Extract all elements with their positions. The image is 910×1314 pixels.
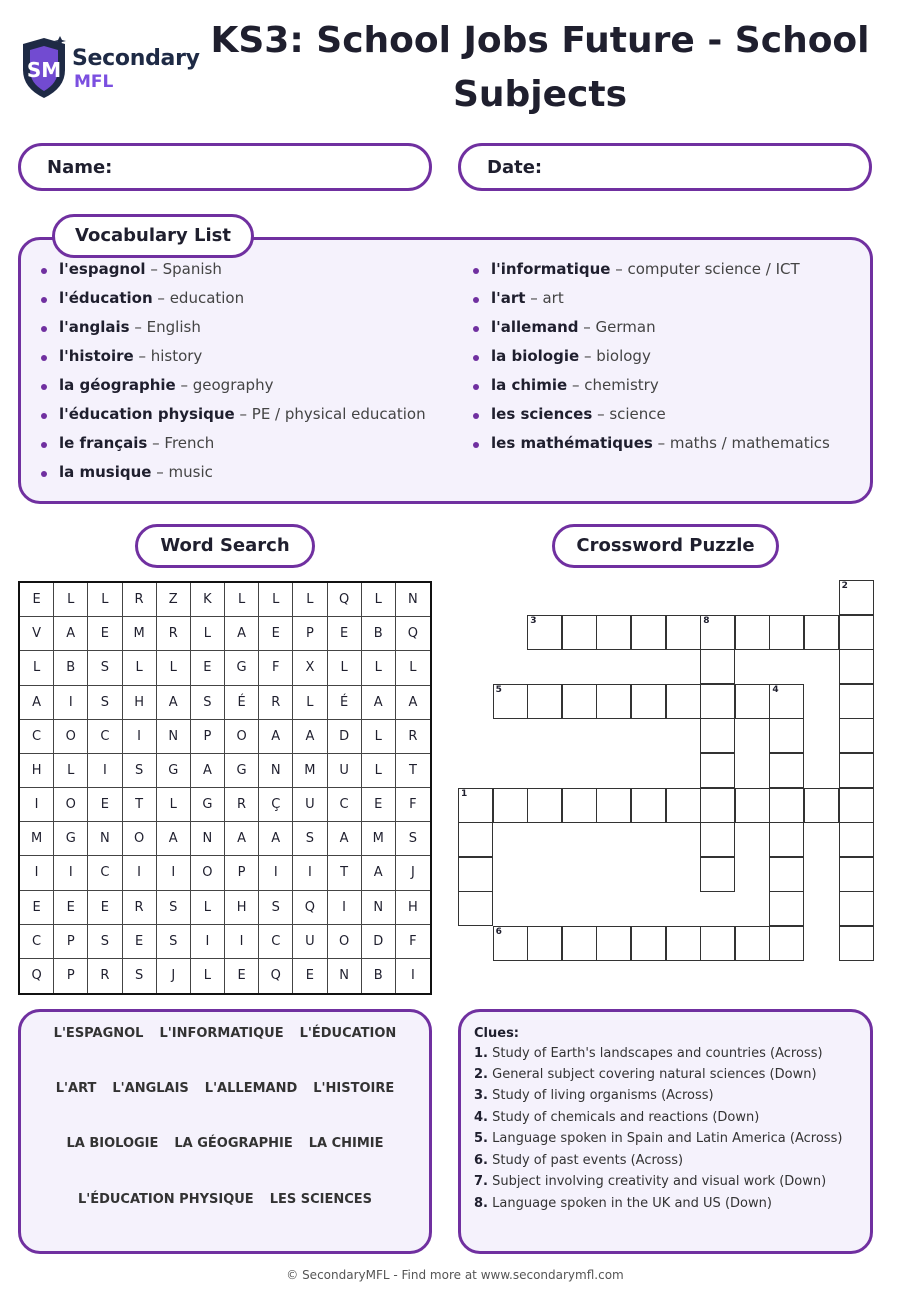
word-row	[21, 1081, 429, 1096]
word-item: LA BIOLOGIE	[66, 1136, 159, 1151]
wordsearch-cell[interactable]: F	[396, 925, 430, 959]
crossword-cell[interactable]	[804, 788, 839, 823]
wordsearch-cell[interactable]: C	[88, 856, 122, 890]
word-row	[21, 1026, 429, 1041]
wordsearch-cell[interactable]: C	[328, 788, 362, 822]
crossword-cell[interactable]	[562, 788, 597, 823]
wordsearch-cell[interactable]: N	[396, 583, 430, 617]
wordsearch-cell[interactable]: I	[54, 686, 88, 720]
vocab-item: l'espagnol – Spanish	[39, 260, 426, 289]
wordsearch-cell[interactable]: Z	[157, 583, 191, 617]
wordsearch-cell[interactable]: L	[293, 583, 327, 617]
crossword-clue-number: 5	[495, 684, 502, 695]
wordsearch-cell[interactable]: I	[157, 856, 191, 890]
wordsearch-cell[interactable]: Q	[259, 959, 293, 993]
wordsearch-cell[interactable]: S	[88, 651, 122, 685]
crossword-heading: Crossword Puzzle	[552, 524, 779, 568]
wordsearch-cell[interactable]: E	[54, 891, 88, 925]
crossword-cell[interactable]	[769, 891, 804, 926]
crossword-cell[interactable]	[735, 788, 770, 823]
wordsearch-cell[interactable]: C	[20, 925, 54, 959]
crossword-cell[interactable]	[562, 684, 597, 719]
wordsearch-cell[interactable]: L	[88, 583, 122, 617]
wordsearch-cell[interactable]: T	[396, 754, 430, 788]
wordsearch-cell[interactable]: M	[293, 754, 327, 788]
wordsearch-cell[interactable]: A	[328, 822, 362, 856]
wordsearch-cell[interactable]: H	[396, 891, 430, 925]
vocab-item: l'histoire – history	[39, 347, 426, 376]
crossword-cell[interactable]	[735, 926, 770, 961]
wordsearch-cell[interactable]: E	[328, 617, 362, 651]
wordsearch-cell[interactable]: L	[20, 651, 54, 685]
crossword-clue-number: 1	[461, 788, 468, 799]
crossword-cell[interactable]	[769, 718, 804, 753]
wordsearch-cell[interactable]: A	[191, 754, 225, 788]
wordsearch-cell[interactable]: O	[123, 822, 157, 856]
vocab-item: le français – French	[39, 434, 426, 463]
wordsearch-cell[interactable]: Q	[396, 617, 430, 651]
wordsearch-cell[interactable]: E	[293, 959, 327, 993]
crossword-clue-number: 6	[495, 927, 502, 937]
logo	[20, 36, 210, 100]
wordsearch-cell[interactable]: I	[20, 856, 54, 890]
wordsearch-cell[interactable]: P	[54, 959, 88, 993]
wordsearch-cell[interactable]: M	[362, 822, 396, 856]
wordsearch-cell[interactable]: T	[123, 788, 157, 822]
wordsearch-cell[interactable]: A	[293, 720, 327, 754]
wordsearch-cell[interactable]: S	[157, 925, 191, 959]
crossword-cell[interactable]	[700, 615, 735, 650]
wordsearch-cell[interactable]: L	[396, 651, 430, 685]
word-item: L'ALLEMAND	[204, 1081, 298, 1096]
wordsearch-cell[interactable]: L	[225, 583, 259, 617]
wordsearch-cell[interactable]: G	[157, 754, 191, 788]
logo-mark: SM	[26, 58, 62, 82]
wordsearch-cell[interactable]: I	[123, 720, 157, 754]
wordsearch-cell[interactable]: G	[191, 788, 225, 822]
wordsearch-cell[interactable]: L	[191, 959, 225, 993]
vocab-item: la chimie – chemistry	[471, 376, 830, 405]
word-item: LA CHIMIE	[308, 1136, 384, 1151]
wordsearch-cell[interactable]: K	[191, 583, 225, 617]
word-item: L'ART	[55, 1081, 97, 1096]
wordsearch-cell[interactable]: P	[191, 720, 225, 754]
wordsearch-cell[interactable]: T	[328, 856, 362, 890]
crossword-cell[interactable]	[527, 615, 562, 650]
wordsearch-cell[interactable]: D	[328, 720, 362, 754]
wordsearch-cell[interactable]: H	[225, 891, 259, 925]
crossword-cell[interactable]	[666, 926, 701, 961]
crossword-cell[interactable]	[700, 718, 735, 753]
wordsearch-cell[interactable]: A	[362, 686, 396, 720]
wordsearch-cell[interactable]: L	[362, 720, 396, 754]
word-item: L'ÉDUCATION	[299, 1026, 397, 1041]
wordsearch-cell[interactable]: Q	[20, 959, 54, 993]
wordsearch-cell[interactable]: A	[157, 822, 191, 856]
crossword-cell[interactable]	[596, 788, 631, 823]
clues-panel	[458, 1009, 873, 1254]
wordsearch-cell[interactable]: E	[20, 891, 54, 925]
crossword-cell[interactable]	[839, 822, 874, 857]
crossword-cell[interactable]	[769, 684, 804, 719]
crossword-cell[interactable]	[839, 926, 874, 961]
logo-word-secondary: Secondary	[72, 46, 200, 71]
crossword-cell[interactable]	[769, 788, 804, 823]
crossword-cell[interactable]	[631, 684, 666, 719]
wordsearch-cell[interactable]: S	[259, 891, 293, 925]
wordsearch-cell[interactable]: R	[123, 891, 157, 925]
crossword-cell[interactable]	[493, 926, 528, 961]
vocab-item: la géographie – geography	[39, 376, 426, 405]
wordsearch-cell[interactable]: L	[191, 617, 225, 651]
wordsearch-cell[interactable]: I	[410, 968, 415, 984]
wordsearch-cell[interactable]: S	[191, 686, 225, 720]
wordsearch-cell[interactable]: J	[157, 959, 191, 993]
date-field[interactable]	[458, 143, 872, 191]
crossword-cell[interactable]	[493, 684, 528, 719]
wordsearch-cell[interactable]: M	[20, 822, 54, 856]
vocab-item: l'anglais – English	[39, 318, 426, 347]
wordsearch-cell[interactable]: O	[328, 925, 362, 959]
wordsearch-cell[interactable]: B	[362, 617, 396, 651]
crossword-cell[interactable]	[839, 788, 874, 823]
word-item: L'HISTOIRE	[313, 1081, 395, 1096]
word-item: L'ANGLAIS	[112, 1081, 189, 1096]
wordsearch-cell[interactable]: R	[259, 686, 293, 720]
wordsearch-cell[interactable]: I	[328, 891, 362, 925]
logo-word-mfl: MFL	[74, 72, 114, 92]
wordsearch-cell[interactable]: L	[259, 583, 293, 617]
vocab-panel	[18, 237, 873, 504]
wordsearch-heading: Word Search	[135, 524, 315, 568]
crossword-cell[interactable]	[666, 684, 701, 719]
vocab-item: l'éducation physique – PE / physical education	[39, 405, 426, 434]
wordsearch-cell[interactable]: O	[225, 720, 259, 754]
wordsearch-cell[interactable]: L	[191, 891, 225, 925]
wordsearch-cell[interactable]: E	[191, 651, 225, 685]
wordsearch-cell[interactable]: O	[54, 788, 88, 822]
wordsearch-cell[interactable]: I	[191, 925, 225, 959]
wordsearch-cell[interactable]: A	[157, 686, 191, 720]
wordsearch-cell[interactable]: L	[123, 651, 157, 685]
page-title: KS3: School Jobs Future - School Subjects	[210, 20, 870, 115]
vocab-item: les mathématiques – maths / mathematics	[471, 434, 830, 463]
wordsearch-cell[interactable]: I	[20, 788, 54, 822]
crossword-cell[interactable]	[527, 684, 562, 719]
word-item: L'ESPAGNOL	[53, 1026, 144, 1041]
wordsearch-cell[interactable]: E	[123, 925, 157, 959]
clue-item: 3. Study of living organisms (Across)	[474, 1088, 714, 1103]
crossword-cell[interactable]	[700, 684, 735, 719]
wordsearch-cell[interactable]: H	[20, 754, 54, 788]
wordsearch-cell[interactable]: E	[259, 617, 293, 651]
crossword-cell[interactable]	[631, 926, 666, 961]
wordsearch-cell[interactable]: Q	[328, 583, 362, 617]
wordsearch-cell[interactable]: I	[54, 856, 88, 890]
crossword-cell[interactable]	[700, 926, 735, 961]
wordsearch-cell[interactable]: P	[54, 925, 88, 959]
crossword-clue-number: 8	[703, 615, 710, 626]
wordsearch-cell[interactable]: N	[88, 822, 122, 856]
wordsearch-cell[interactable]: O	[54, 720, 88, 754]
wordsearch-cell[interactable]: G	[225, 651, 259, 685]
wordsearch-cell[interactable]: A	[225, 822, 259, 856]
wordsearch-word-list	[18, 1009, 432, 1254]
crossword-cell[interactable]	[700, 857, 735, 892]
wordsearch-cell[interactable]: E	[88, 617, 122, 651]
wordsearch-cell[interactable]: N	[157, 720, 191, 754]
wordsearch-cell[interactable]: C	[88, 720, 122, 754]
wordsearch-cell[interactable]: N	[362, 891, 396, 925]
crossword-cell[interactable]	[839, 718, 874, 753]
vocab-item: les sciences – science	[471, 405, 830, 434]
wordsearch-cell[interactable]: S	[293, 822, 327, 856]
crossword-cell[interactable]	[666, 615, 701, 650]
wordsearch-cell[interactable]: F	[259, 651, 293, 685]
wordsearch-cell[interactable]: L	[157, 788, 191, 822]
crossword-cell[interactable]	[700, 753, 735, 788]
name-label: Name:	[47, 157, 113, 178]
crossword-cell[interactable]	[493, 788, 528, 823]
wordsearch-cell[interactable]: L	[362, 754, 396, 788]
wordsearch-cell[interactable]: S	[88, 686, 122, 720]
wordsearch-cell[interactable]: É	[328, 686, 362, 720]
wordsearch-cell[interactable]: F	[396, 788, 430, 822]
crossword-clue-number: 2	[841, 581, 848, 591]
crossword-cell[interactable]	[735, 684, 770, 719]
wordsearch-cell[interactable]: I	[123, 856, 157, 890]
crossword-cell[interactable]	[596, 684, 631, 719]
vocab-item: la musique – music	[39, 463, 426, 492]
crossword-cell[interactable]	[735, 615, 770, 650]
crossword-cell[interactable]	[458, 788, 493, 823]
wordsearch-cell[interactable]: I	[259, 856, 293, 890]
crossword-cell[interactable]	[839, 753, 874, 788]
crossword-cell[interactable]	[458, 857, 493, 892]
date-label: Date:	[487, 157, 543, 178]
clue-item: 2. General subject covering natural sciences (Down)	[474, 1067, 817, 1082]
wordsearch-cell[interactable]: S	[123, 959, 157, 993]
wordsearch-cell[interactable]: A	[20, 686, 54, 720]
vocab-item: l'art – art	[471, 289, 830, 318]
wordsearch-cell[interactable]: L	[362, 583, 396, 617]
word-row	[21, 1192, 429, 1207]
crossword-cell[interactable]	[839, 891, 874, 926]
crossword-cell[interactable]	[596, 615, 631, 650]
wordsearch-cell[interactable]: N	[259, 754, 293, 788]
wordsearch-cell[interactable]: J	[396, 856, 430, 890]
vocab-item: la biologie – biology	[471, 347, 830, 376]
wordsearch-cell[interactable]: R	[396, 720, 430, 754]
wordsearch-cell[interactable]: C	[20, 720, 54, 754]
vocab-list-right	[471, 260, 830, 463]
clue-item: 8. Language spoken in the UK and US (Down)	[474, 1196, 772, 1211]
crossword-cell[interactable]	[839, 649, 874, 684]
wordsearch-cell[interactable]: B	[54, 651, 88, 685]
wordsearch-cell[interactable]: E	[225, 959, 259, 993]
wordsearch-cell[interactable]: V	[20, 617, 54, 651]
word-item: L'ÉDUCATION PHYSIQUE	[77, 1192, 254, 1207]
wordsearch-cell[interactable]: R	[225, 788, 259, 822]
crossword-cell[interactable]	[458, 891, 493, 926]
wordsearch-cell[interactable]: E	[362, 788, 396, 822]
crossword-cell[interactable]	[769, 615, 804, 650]
wordsearch-cell[interactable]: H	[123, 686, 157, 720]
wordsearch-cell[interactable]: R	[157, 617, 191, 651]
clues-title: Clues:	[474, 1026, 520, 1041]
crossword-cell[interactable]	[527, 926, 562, 961]
crossword-cell[interactable]	[631, 615, 666, 650]
vocab-item: l'éducation – education	[39, 289, 426, 318]
clue-item: 1. Study of Earth's landscapes and countries (Across)	[474, 1046, 823, 1061]
word-item: LA GÉOGRAPHIE	[174, 1136, 293, 1151]
wordsearch-cell[interactable]: P	[293, 617, 327, 651]
wordsearch-cell[interactable]: Q	[293, 891, 327, 925]
vocab-heading: Vocabulary List	[52, 214, 254, 258]
crossword-cell[interactable]	[527, 788, 562, 823]
word-item: LES SCIENCES	[269, 1192, 373, 1207]
wordsearch-cell[interactable]: S	[88, 925, 122, 959]
wordsearch-cell[interactable]: I	[88, 754, 122, 788]
wordsearch-cell[interactable]: E	[20, 583, 54, 617]
wordsearch-cell[interactable]: S	[396, 822, 430, 856]
wordsearch-cell[interactable]: L	[293, 686, 327, 720]
wordsearch-cell[interactable]: A	[54, 617, 88, 651]
wordsearch-cell[interactable]: U	[293, 788, 327, 822]
wordsearch-cell[interactable]: P	[225, 856, 259, 890]
vocab-list-left	[39, 260, 426, 492]
wordsearch-cell[interactable]: X	[293, 651, 327, 685]
crossword-cell[interactable]	[700, 788, 735, 823]
wordsearch-cell[interactable]: R	[88, 959, 122, 993]
wordsearch-cell[interactable]: U	[328, 754, 362, 788]
word-row	[21, 1136, 429, 1151]
crossword-cell[interactable]	[839, 857, 874, 892]
wordsearch-cell[interactable]: G	[225, 754, 259, 788]
name-field[interactable]	[18, 143, 432, 191]
wordsearch-cell[interactable]: R	[123, 583, 157, 617]
wordsearch-cell[interactable]: I	[293, 856, 327, 890]
crossword-cell[interactable]	[839, 580, 874, 615]
crossword-cell[interactable]	[769, 753, 804, 788]
crossword-cell[interactable]	[839, 615, 874, 650]
crossword-cell[interactable]	[458, 822, 493, 857]
footer: © SecondaryMFL - Find more at www.secondarymfl.com	[286, 1268, 624, 1282]
crossword-cell[interactable]	[769, 926, 804, 961]
wordsearch-cell[interactable]: G	[54, 822, 88, 856]
wordsearch-cell[interactable]: O	[191, 856, 225, 890]
wordsearch-cell[interactable]: D	[362, 925, 396, 959]
crossword-clue-number: 4	[772, 684, 779, 695]
wordsearch-cell[interactable]: A	[362, 856, 396, 890]
wordsearch-cell[interactable]: L	[54, 754, 88, 788]
crossword-grid	[458, 580, 878, 964]
clue-item: 4. Study of chemicals and reactions (Down)	[474, 1110, 760, 1125]
crossword-clue-number: 3	[530, 615, 537, 626]
wordsearch-cell[interactable]: A	[259, 822, 293, 856]
logo-shield-icon	[20, 36, 70, 100]
clue-item: 5. Language spoken in Spain and Latin America (Across)	[474, 1131, 843, 1146]
crossword-cell[interactable]	[700, 649, 735, 684]
crossword-cell[interactable]	[700, 822, 735, 857]
wordsearch-cell[interactable]: Ç	[259, 788, 293, 822]
wordsearch-grid	[18, 581, 432, 995]
wordsearch-cell[interactable]: É	[225, 686, 259, 720]
wordsearch-cell[interactable]: I	[225, 925, 259, 959]
crossword-cell[interactable]	[839, 684, 874, 719]
wordsearch-cell[interactable]: A	[259, 720, 293, 754]
wordsearch-cell[interactable]: S	[157, 891, 191, 925]
wordsearch-cell[interactable]: N	[191, 822, 225, 856]
vocab-item: l'informatique – computer science / ICT	[471, 260, 830, 289]
wordsearch-cell[interactable]: N	[328, 959, 362, 993]
word-item: L'INFORMATIQUE	[159, 1026, 284, 1041]
wordsearch-cell[interactable]: M	[123, 617, 157, 651]
crossword-cell[interactable]	[596, 926, 631, 961]
wordsearch-cell[interactable]: U	[293, 925, 327, 959]
vocab-item: l'allemand – German	[471, 318, 830, 347]
wordsearch-cell[interactable]: S	[123, 754, 157, 788]
crossword-cell[interactable]	[666, 788, 701, 823]
wordsearch-cell[interactable]: E	[88, 788, 122, 822]
crossword-cell[interactable]	[804, 615, 839, 650]
crossword-cell[interactable]	[562, 926, 597, 961]
wordsearch-cell[interactable]: A	[225, 617, 259, 651]
crossword-cell[interactable]	[562, 615, 597, 650]
wordsearch-cell[interactable]: C	[259, 925, 293, 959]
wordsearch-cell[interactable]: E	[88, 891, 122, 925]
clue-item: 6. Study of past events (Across)	[474, 1153, 684, 1168]
wordsearch-cell[interactable]: L	[328, 651, 362, 685]
crossword-cell[interactable]	[631, 788, 666, 823]
wordsearch-cell[interactable]: L	[362, 651, 396, 685]
clue-item: 7. Subject involving creativity and visual work (Down)	[474, 1174, 827, 1189]
crossword-cell[interactable]	[769, 822, 804, 857]
crossword-cell[interactable]	[769, 857, 804, 892]
wordsearch-cell[interactable]: L	[54, 583, 88, 617]
wordsearch-cell[interactable]: A	[396, 686, 430, 720]
wordsearch-cell[interactable]: L	[157, 651, 191, 685]
wordsearch-cell[interactable]: B	[362, 959, 396, 993]
